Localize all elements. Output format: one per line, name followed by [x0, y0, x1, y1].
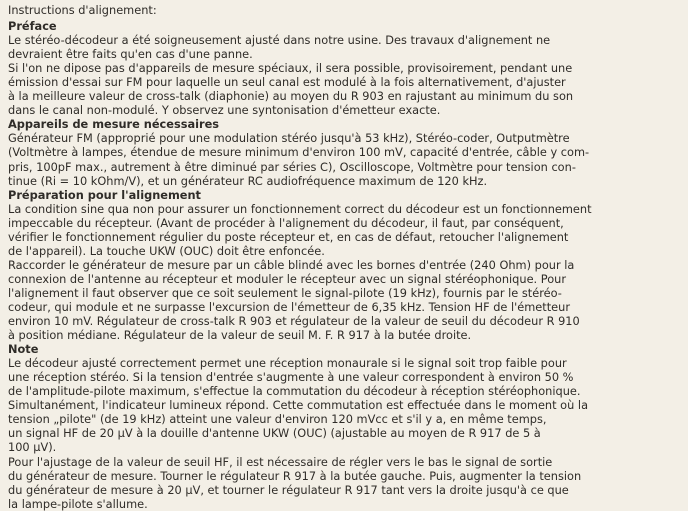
instructions-page: [8, 3, 684, 511]
text-line: impeccable du récepteur. (Avant de procéder à l'alignement du décodeur, il faut, par conséquent,: [8, 215, 564, 230]
text-line: La condition sine qua non pour assurer un fonctionnement correct du décodeur est un fonctionnement: [8, 201, 592, 216]
section-note: [8, 342, 684, 511]
text-line: la lampe-pilote s'allume.: [8, 496, 148, 511]
text-line: un signal HF de 20 µV à la douille d'antenne UKW (OUC) (ajustable au moyen de R 917 de 5 à: [8, 426, 541, 441]
text-line: Le décodeur ajusté correctement permet une réception monaurale si le signal soit trop faible pour: [8, 356, 567, 371]
text-line: Pour l'ajustage de la valeur de seuil HF, il est nécessaire de régler vers le bas le signal de sortie: [8, 454, 553, 469]
text-line: (Voltmètre à lampes, étendue de mesure minimum d'environ 100 mV, capacité d'entrée, câble y com-: [8, 145, 590, 160]
text-line: Si l'on ne dipose pas d'appareils de mesure spéciaux, il sera possible, provisoirement, pendant une: [8, 61, 573, 76]
text-line: une réception stéréo. Si la tension d'entrée s'augmente à une valeur correspondent à environ 50 %: [8, 370, 574, 385]
section-preface: [8, 19, 684, 117]
text-line: connexion de l'antenne au récepteur et moduler le récepteur avec un signal stéréophonique. Pour: [8, 271, 566, 286]
section-preparation: [8, 188, 684, 343]
section-equipment: [8, 117, 684, 187]
text-line: du générateur de mesure à 20 µV, et tourner le régulateur R 917 tant vers la droite jusqu'à ce que: [8, 482, 569, 497]
text-line: à la meilleure valeur de cross-talk (diaphonie) au moyen du R 903 en rajustant au minimum du son: [8, 89, 574, 104]
text-line: Générateur FM (approprié pour une modulation stéréo jusqu'à 53 kHz), Stéréo-coder, Outputmètre: [8, 131, 570, 146]
text-line: pris, 100pF max., autrement à être diminué par séries C), Oscilloscope, Voltmètre pour tension con-: [8, 159, 576, 174]
text-line: tension „pilote" (de 19 kHz) atteint une valeur d'environ 120 mVcc et s'il y a, en même temps,: [8, 412, 547, 427]
text-line: Simultanément, l'indicateur lumineux répond. Cette commutation est effectuée dans le moment où la: [8, 398, 589, 413]
section-heading: Préparation pour l'alignement: [8, 187, 201, 202]
text-line: Raccorder le générateur de mesure par un câble blindé avec les bornes d'entrée (240 Ohm) pour la: [8, 257, 575, 272]
text-line: à position médiane. Régulateur de la valeur de seuil M. F. R 917 à la butée droite.: [8, 328, 472, 343]
text-line: tinue (Ri = 10 kOhm/V), et un générateur RC audiofréquence maximum de 120 kHz.: [8, 173, 488, 188]
text-line: devraient être faits qu'en cas d'une panne.: [8, 47, 253, 62]
text-line: de l'amplitude-pilote maximum, s'effectue la commutation du décodeur à réception stéréophonique.: [8, 384, 581, 399]
text-line: du générateur de mesure. Tourner le régulateur R 917 à la butée gauche. Puis, augmenter la tension: [8, 468, 582, 483]
text-line: vérifier le fonctionnement régulier du poste récepteur et, en cas de défaut, retoucher l'alignement: [8, 229, 569, 244]
text-line: l'alignement il faut observer que ce soit seulement le signal-pilote (19 kHz), fournis par le stéréo-: [8, 285, 562, 300]
text-line: de l'appareil). La touche UKW (OUC) doit être enfoncée.: [8, 243, 325, 258]
text-line: environ 10 mV. Régulateur de cross-talk R 903 et régulateur de la valeur de seuil du décodeur R 910: [8, 314, 580, 329]
text-line: dans le canal non-modulé. Y observez une syntonisation d'émetteur exacte.: [8, 103, 441, 118]
text-line: 100 µV).: [8, 440, 57, 455]
section-heading: Note: [8, 342, 39, 357]
section-heading: Préface: [8, 19, 57, 34]
text-line: codeur, qui module et ne surpasse l'excursion de l'émetteur de 6,35 kHz. Tension HF de l'émetteur: [8, 299, 570, 314]
section-heading: Appareils de mesure nécessaires: [8, 117, 220, 132]
document-title: Instructions d'alignement:: [8, 3, 157, 17]
text-line: Le stéréo-décodeur a été soigneusement ajusté dans notre usine. Des travaux d'alignement ne: [8, 33, 551, 48]
text-line: émission d'essai sur FM pour laquelle un seul canal est modulé à la fois alternativement, d'ajuster: [8, 75, 566, 90]
